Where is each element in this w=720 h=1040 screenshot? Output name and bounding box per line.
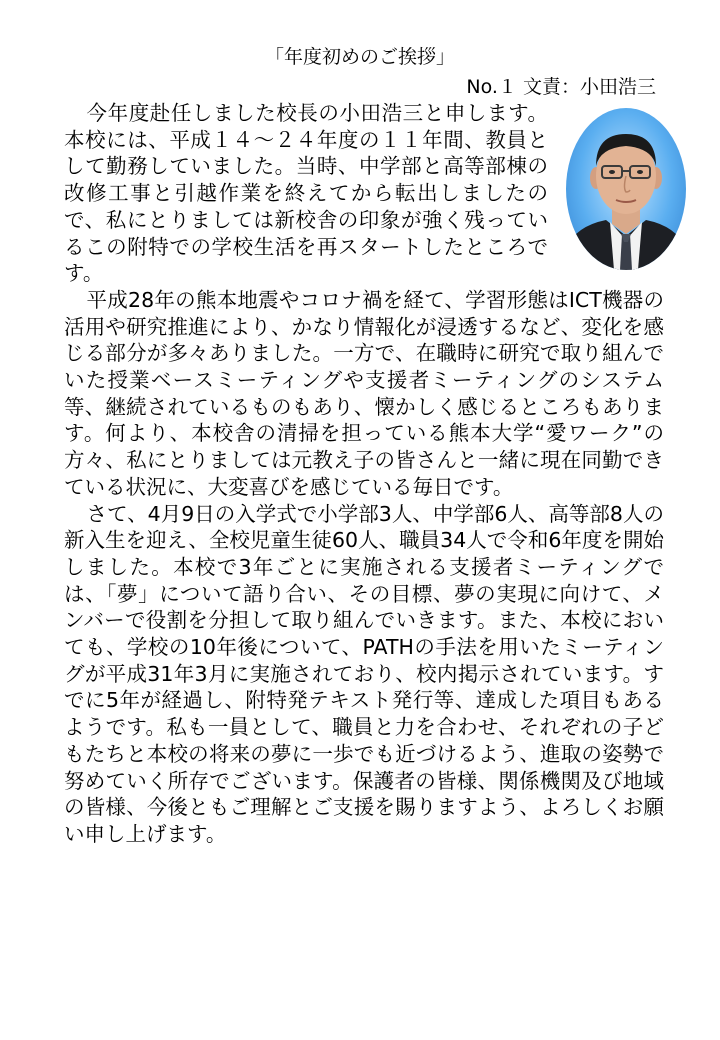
paragraph-3: さて、4月9日の入学式で小学部3人、中学部6人、高等部8人の新入生を迎え、全校児童生徒60人、職員34人で令和6年度を開始しました。本校で3年ごとに実施される支援者ミーティングでは、「夢」について語り合い、その目標、夢の実現に向けて、メンバーで役割を分担して取り組んでいきます。また、本校においても、学校の10年後について、PATHの手法を用いたミーティングが平成31年3月に実施されており、校内掲示されています。すでに5年が経過し、附特発テキスト発行等、達成した項目もあるようです。私も一員として、職員と力を合わせ、それぞれの子どもたちと本校の将来の夢に一歩でも近づけるよう、進取の姿勢で努めていく所存でございます。保護者の皆様、関係機関及び地域の皆様、今後ともご理解とご支援を賜りますよう、よろしくお願い申し上げます。 bbox=[64, 501, 664, 846]
paragraph-1: 今年度赴任しました校長の小田浩三と申します。本校には、平成１４～２４年度の１１年間、教員として勤務していました。当時、中学部と高等部棟の改修工事と引越作業を終えてから転出しましたので、私にとりましては新校舎の印象が強く残っているこの附特での学校生活を再スタートしたところです。 bbox=[64, 101, 548, 286]
issue-byline: No.１ 文責：小田浩三 bbox=[466, 76, 656, 98]
page-title: 「年度初めのご挨拶」 bbox=[264, 46, 455, 68]
paragraph-2: 平成28年の熊本地震やコロナ禍を経て、学習形態はICT機器の活用や研究推進により、かなり情報化が浸透するなど、変化を感じる部分が多々ありました。一方で、在職時に研究で取り組んでいた授業ベースミーティングや支援者ミーティングのシステム等、継続されているものもあり、懐かしく感じるところもあります。何より、本校舎の清掃を担っている熊本大学“愛ワーク”の方々、私にとりましては元教え子の皆さんと一緒に現在同勤できている状況に、大変喜びを感じている毎日です。 bbox=[64, 287, 664, 499]
letter-body bbox=[64, 100, 664, 848]
